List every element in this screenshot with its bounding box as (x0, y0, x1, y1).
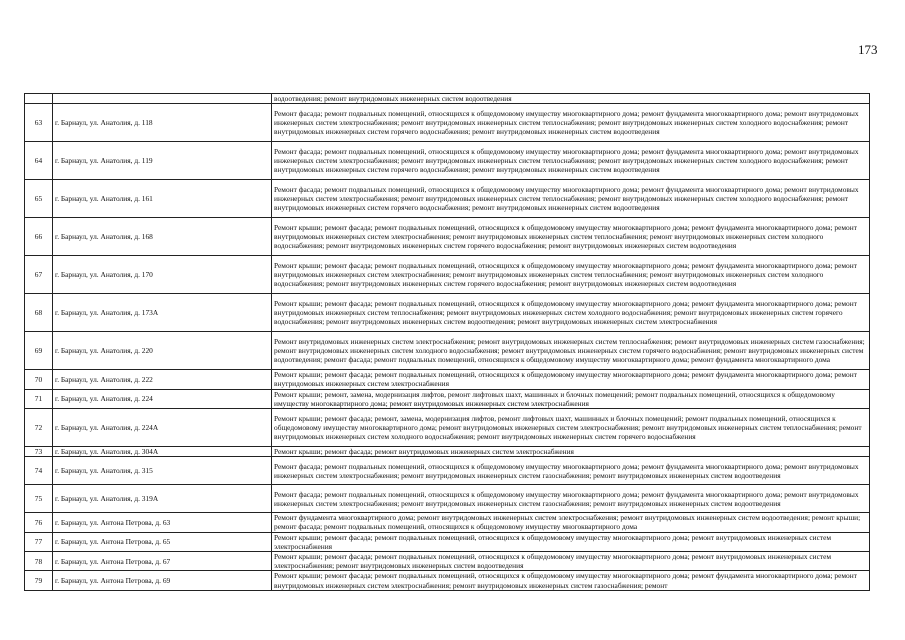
row-number: 79 (25, 571, 53, 590)
row-number: 63 (25, 104, 53, 142)
repair-registry-table (24, 93, 870, 591)
row-address: г. Барнаул, ул. Анатолия, д. 304А (53, 447, 272, 457)
table-row (25, 389, 870, 408)
row-number: 75 (25, 485, 53, 513)
row-address: г. Барнаул, ул. Антона Петрова, д. 63 (53, 513, 272, 532)
table-row (25, 94, 870, 104)
table-row (25, 370, 870, 389)
table-row (25, 180, 870, 218)
row-works: Ремонт крыши; ремонт фасада; ремонт подвальных помещений, относящихся к общедомовому имуществу многоквартирного дома; ремонт внутридомовых инженерных систем электроснабжения; ремонт внутридомовых инженерных систем водоотведения (272, 552, 870, 571)
row-address: г. Барнаул, ул. Антона Петрова, д. 67 (53, 552, 272, 571)
row-number: 74 (25, 457, 53, 485)
row-address (53, 94, 272, 104)
row-address: г. Барнаул, ул. Анатолия, д. 168 (53, 218, 272, 256)
row-address: г. Барнаул, ул. Анатолия, д. 161 (53, 180, 272, 218)
table-row (25, 532, 870, 551)
row-number: 72 (25, 409, 53, 447)
row-address: г. Барнаул, ул. Анатолия, д. 224А (53, 409, 272, 447)
row-address: г. Барнаул, ул. Анатолия, д. 224 (53, 389, 272, 408)
table-row (25, 485, 870, 513)
table-row (25, 457, 870, 485)
row-works: Ремонт крыши; ремонт фасада; ремонт, замена, модернизация лифтов, ремонт лифтовых шахт, машинных и блочных помещений; ремонт подвальных помещений, относящихся к общедомовому имуществу многоквартирного дома; ремонт внутридомовых инженерных систем электроснабжения; ремонт внутридомовых инженерных систем теплоснабжения; ремонт внутридомовых инженерных систем холодного водоснабжения; ремонт внутридомовых инженерных систем горячего водоснабжения (272, 409, 870, 447)
row-address: г. Барнаул, ул. Анатолия, д. 173А (53, 294, 272, 332)
table-row (25, 447, 870, 457)
row-works: Ремонт внутридомовых инженерных систем электроснабжения; ремонт внутридомовых инженерных систем теплоснабжения; ремонт внутридомовых инженерных систем газоснабжения; ремонт внутридомовых инженерных систем холодного водоснабжения; ремонт внутридомовых инженерных систем горячего водоснабжения; ремонт внутридомовых инженерных систем водоотведения; ремонт фасада; ремонт подвальных помещений, относящихся к общедомовому имуществу многоквартирного дома; ремонт фундамента многоквартирного дома (272, 332, 870, 370)
row-number: 77 (25, 532, 53, 551)
row-address: г. Барнаул, ул. Анатолия, д. 319А (53, 485, 272, 513)
table-row (25, 104, 870, 142)
table-row (25, 294, 870, 332)
row-works: Ремонт крыши; ремонт фасада; ремонт подвальных помещений, относящихся к общедомовому имуществу многоквартирного дома; ремонт фундамента многоквартирного дома; ремонт внутридомовых инженерных систем теплоснабжения; ремонт внутридомовых инженерных систем холодного водоснабжения; ремонт внутридомовых инженерных систем горячего водоснабжения; ремонт внутридомовых инженерных систем водоотведения; ремонт внутридомовых инженерных систем электроснабжения (272, 294, 870, 332)
table-row (25, 571, 870, 590)
row-number: 69 (25, 332, 53, 370)
row-works: Ремонт фасада; ремонт подвальных помещений, относящихся к общедомовому имуществу многоквартирного дома; ремонт фундамента многоквартирного дома; ремонт внутридомовых инженерных систем электроснабжения; ремонт внутридомовых инженерных систем теплоснабжения; ремонт внутридомовых инженерных систем холодного водоснабжения; ремонт внутридомовых инженерных систем горячего водоснабжения; ремонт внутридомовых инженерных систем водоотведения (272, 180, 870, 218)
row-works: водоотведения; ремонт внутридомовых инженерных систем водоотведения (272, 94, 870, 104)
row-number: 68 (25, 294, 53, 332)
row-address: г. Барнаул, ул. Анатолия, д. 170 (53, 256, 272, 294)
table-row (25, 552, 870, 571)
row-number: 71 (25, 389, 53, 408)
row-number: 65 (25, 180, 53, 218)
row-address: г. Барнаул, ул. Анатолия, д. 220 (53, 332, 272, 370)
page-number: 173 (858, 42, 878, 57)
row-works: Ремонт фасада; ремонт подвальных помещений, относящихся к общедомовому имуществу многоквартирного дома; ремонт фундамента многоквартирного дома; ремонт внутридомовых инженерных систем электроснабжения; ремонт внутридомовых инженерных систем теплоснабжения; ремонт внутридомовых инженерных систем холодного водоснабжения; ремонт внутридомовых инженерных систем горячего водоснабжения; ремонт внутридомовых инженерных систем водоотведения (272, 104, 870, 142)
row-works: Ремонт крыши; ремонт фасада; ремонт подвальных помещений, относящихся к общедомовому имуществу многоквартирного дома; ремонт фундамента многоквартирного дома; ремонт внутридомовых инженерных систем электроснабжения; ремонт внутридомовых инженерных систем теплоснабжения; ремонт внутридомовых инженерных систем холодного водоснабжения; ремонт внутридомовых инженерных систем горячего водоснабжения; ремонт внутридомовых инженерных систем водоотведения (272, 218, 870, 256)
row-address: г. Барнаул, ул. Анатолия, д. 315 (53, 457, 272, 485)
row-works: Ремонт крыши; ремонт фасада; ремонт подвальных помещений, относящихся к общедомовому имуществу многоквартирного дома; ремонт фундамента многоквартирного дома; ремонт внутридомовых инженерных систем электроснабжения; ремонт внутридомовых инженерных систем теплоснабжения; ремонт внутридомовых инженерных систем холодного водоснабжения; ремонт внутридомовых инженерных систем горячего водоснабжения; ремонт внутридомовых инженерных систем водоотведения (272, 256, 870, 294)
row-works: Ремонт фундамента многоквартирного дома; ремонт внутридомовых инженерных систем электроснабжения; ремонт внутридомовых инженерных систем водоотведения; ремонт крыши; ремонт фасада; ремонт подвальных помещений, относящихся к общедомовому имуществу многоквартирного дома (272, 513, 870, 532)
row-works: Ремонт крыши; ремонт фасада; ремонт внутридомовых инженерных систем электроснабжения (272, 447, 870, 457)
row-number: 78 (25, 552, 53, 571)
table-row (25, 513, 870, 532)
row-works: Ремонт крыши; ремонт фасада; ремонт подвальных помещений, относящихся к общедомовому имуществу многоквартирного дома; ремонт фундамента многоквартирного дома; ремонт внутридомовых инженерных систем электроснабжения (272, 370, 870, 389)
row-number: 70 (25, 370, 53, 389)
row-works: Ремонт крыши; ремонт, замена, модернизация лифтов, ремонт лифтовых шахт, машинных и блочных помещений; ремонт подвальных помещений, относящихся к общедомовому имуществу многоквартирного дома; ремонт внутридомовых инженерных систем электроснабжения (272, 389, 870, 408)
row-address: г. Барнаул, ул. Анатолия, д. 119 (53, 142, 272, 180)
row-address: г. Барнаул, ул. Антона Петрова, д. 69 (53, 571, 272, 590)
row-address: г. Барнаул, ул. Анатолия, д. 118 (53, 104, 272, 142)
table-row (25, 218, 870, 256)
row-works: Ремонт фасада; ремонт подвальных помещений, относящихся к общедомовому имуществу многоквартирного дома; ремонт фундамента многоквартирного дома; ремонт внутридомовых инженерных систем электроснабжения; ремонт внутридомовых инженерных систем газоснабжения; ремонт внутридомовых инженерных систем водоотведения (272, 457, 870, 485)
row-number (25, 94, 53, 104)
row-works: Ремонт фасада; ремонт подвальных помещений, относящихся к общедомовому имуществу многоквартирного дома; ремонт фундамента многоквартирного дома; ремонт внутридомовых инженерных систем электроснабжения; ремонт внутридомовых инженерных систем теплоснабжения; ремонт внутридомовых инженерных систем холодного водоснабжения; ремонт внутридомовых инженерных систем горячего водоснабжения; ремонт внутридомовых инженерных систем водоотведения (272, 142, 870, 180)
table-body (25, 94, 870, 591)
row-number: 67 (25, 256, 53, 294)
row-address: г. Барнаул, ул. Антона Петрова, д. 65 (53, 532, 272, 551)
row-works: Ремонт крыши; ремонт фасада; ремонт подвальных помещений, относящихся к общедомовому имуществу многоквартирного дома; ремонт фундамента многоквартирного дома; ремонт внутридомовых инженерных систем электроснабжения; ремонт внутридомовых инженерных систем газоснабжения; ремонт (272, 571, 870, 590)
row-number: 66 (25, 218, 53, 256)
row-number: 73 (25, 447, 53, 457)
table-row (25, 332, 870, 370)
row-number: 76 (25, 513, 53, 532)
row-works: Ремонт крыши; ремонт фасада; ремонт подвальных помещений, относящихся к общедомовому имуществу многоквартирного дома; ремонт внутридомовых инженерных систем электроснабжения (272, 532, 870, 551)
row-number: 64 (25, 142, 53, 180)
row-works: Ремонт фасада; ремонт подвальных помещений, относящихся к общедомовому имуществу многоквартирного дома; ремонт фундамента многоквартирного дома; ремонт внутридомовых инженерных систем электроснабжения; ремонт внутридомовых инженерных систем газоснабжения; ремонт внутридомовых инженерных систем водоотведения (272, 485, 870, 513)
table-row (25, 256, 870, 294)
row-address: г. Барнаул, ул. Анатолия, д. 222 (53, 370, 272, 389)
table-row (25, 409, 870, 447)
table-row (25, 142, 870, 180)
